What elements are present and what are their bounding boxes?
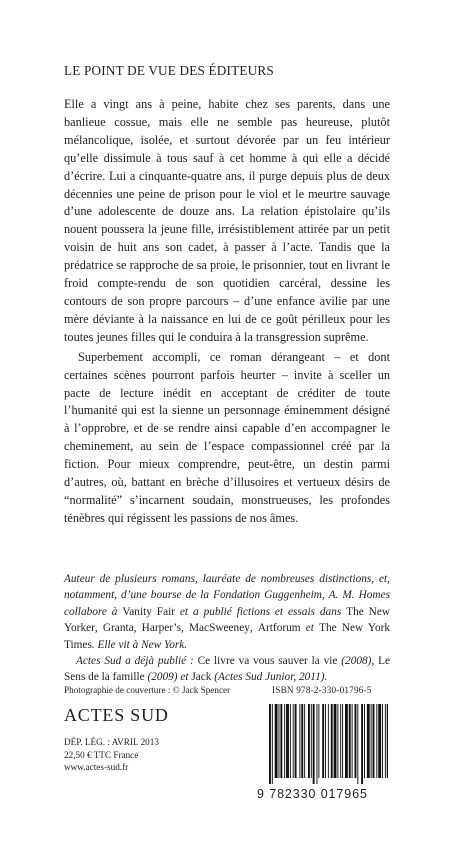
publisher-logo: ACTES SUD — [64, 705, 169, 725]
bio-text-run: (2008), — [337, 655, 379, 668]
bio-text-run: (2009) et — [144, 671, 192, 684]
barcode-bar — [361, 704, 363, 784]
barcode-bar — [342, 704, 343, 778]
bio-text-run: Actes Sud a déjà publié : — [76, 655, 198, 668]
bio-title-run: Artforum — [257, 622, 301, 635]
barcode-bar — [284, 704, 285, 778]
section-heading: LE POINT DE VUE DES ÉDITEURS — [64, 63, 274, 78]
barcode-bar — [373, 704, 375, 778]
legal-info — [64, 736, 159, 774]
barcode-bar — [367, 704, 370, 778]
bio-title-run: Ce livre va vous sauver la vie — [197, 655, 338, 668]
barcode-bar — [295, 704, 297, 778]
bio-text-run: et — [300, 622, 320, 635]
barcode-bar — [364, 704, 365, 778]
barcode-bar — [318, 704, 319, 778]
bio-text-run: (Actes Sud Junior, 2011). — [211, 671, 328, 684]
barcode-bar — [304, 704, 305, 778]
blurb-paragraph-2: Superbement accompli, ce roman dérangeant – et dont certaines scènes pourront parfois heurter – invite à sceller un pacte de lecture inédit en acceptant de créditer de toute l’humanité qui est la sienne un personnage éminemment désigné à l’opprobre, et de se rendre ainsi capable d’en accompagner le cheminement, au sein de l’espace compassionnel créé par la fiction. Pour mieux comprendre, peut-être, un destin parmi d’autres, où, battant en brèche d’illusoires et vertueux désirs de “normalité” s’incarnent soudain, monstrueuses, les profondes ténèbres qui régissent les passions de nos âmes. — [64, 349, 390, 525]
barcode-bar — [290, 704, 291, 778]
barcode-bar — [286, 704, 289, 778]
barcode-bar — [275, 704, 278, 778]
price: 22,50 € TTC France — [64, 749, 139, 760]
barcode-bar — [352, 704, 353, 778]
barcode-bar — [280, 704, 282, 778]
barcode-bar — [293, 704, 294, 778]
barcode-bar — [340, 704, 341, 778]
barcode-bar — [387, 704, 388, 778]
bio-title-run: The New Yorker — [64, 605, 390, 635]
bio-title-run: Harper’s — [141, 622, 181, 635]
bio-title-run: Vanity Fair — [122, 605, 175, 618]
bio-text-run: , — [249, 622, 258, 635]
bio-title-run: The New York Times — [64, 622, 391, 651]
barcode — [268, 704, 388, 784]
author-bio-paragraph — [64, 571, 390, 653]
bio-text-run: , — [133, 622, 142, 635]
barcode-bar — [279, 704, 280, 778]
blurb-paragraph-1: Elle a vingt ans à peine, habite chez ses parents, dans une banlieue cossue, mais elle ne semble pas heureuse, plutôt mélancolique, isolée, et surtout dévorée par un feu intérieur qu’elle dissimule à tous sauf à cet homme à qui elle a décidé d’écrire. Lui a cinquante-quatre ans, il purge depuis plus de deux décennies une peine de prison pour le viol et le meurtre sauvage d’une adolescente de douze ans. La relation épistolaire qu’ils nouent poussera la jeune fille, irrésistiblement attirée par un petit voisin de huit ans son cadet, à passer à l’acte. Tandis que la prédatrice se rapproche de sa proie, le prisonnier, tout en livrant le froid compte-rendu de son quotidien carcéral, dessine les contours de son propre parcours – d’une enfance avilie par une mère déviante à la naissance en lui de ce goût périlleux pour les toutes jeunes filles qui le conduira à la transgression suprême. — [64, 97, 390, 344]
barcode-bar — [301, 704, 303, 778]
previous-books-paragraph — [64, 653, 390, 686]
bio-title-run: Granta — [102, 622, 134, 635]
legal-deposit: DÉP. LÉG. : AVRIL 2013 — [64, 737, 159, 747]
barcode-bar — [357, 704, 358, 784]
barcode-bar — [272, 704, 273, 784]
barcode-bar — [345, 704, 348, 778]
barcode-bar — [378, 704, 381, 778]
bio-title-run: Jack — [191, 671, 212, 684]
barcode-bar — [308, 704, 310, 778]
barcode-bar — [328, 704, 329, 778]
bio-text-run: , — [180, 622, 189, 635]
barcode-bar — [355, 704, 357, 778]
barcode-bar — [349, 704, 351, 778]
bio-text-run: . Elle vit à New York. — [91, 638, 188, 651]
bio-title-run: MacSweeney — [189, 622, 250, 635]
author-bio — [64, 571, 390, 686]
barcode-bar — [382, 704, 383, 778]
barcode-bar — [313, 704, 315, 784]
blurb-text — [64, 96, 390, 528]
barcode-bar — [325, 704, 326, 778]
barcode-bar — [385, 704, 386, 778]
bio-text-run: et a publié fictions et essais dans — [175, 605, 347, 618]
barcode-bar — [371, 704, 372, 778]
barcode-bar — [331, 704, 333, 778]
bio-title-run: Le Sens de la famille — [64, 655, 391, 684]
barcode-bar — [337, 704, 338, 778]
cover-photo-credit: Photographie de couverture : © Jack Spencer — [64, 685, 231, 695]
barcode-bar — [269, 704, 271, 784]
barcode-bar — [299, 704, 300, 778]
barcode-bar — [334, 704, 337, 778]
bio-text-run: , — [94, 622, 103, 635]
bio-text-run: Auteur de plusieurs romans, lauréate de nombreuses distinctions, et, notamment, d’une bourse de la Fondation Guggenheim, A. M. Homes collabore à — [64, 573, 390, 618]
barcode-bar — [317, 704, 318, 784]
publisher-website: www.actes-sud.fr — [64, 762, 129, 773]
isbn-number: ISBN 978-2-330-01796-5 — [272, 685, 372, 695]
barcode-bar — [376, 704, 377, 778]
barcode-bars — [268, 704, 388, 784]
barcode-bar — [311, 704, 312, 778]
barcode-bar — [322, 704, 324, 778]
barcode-digits: 9 782330 017965 — [257, 787, 368, 801]
